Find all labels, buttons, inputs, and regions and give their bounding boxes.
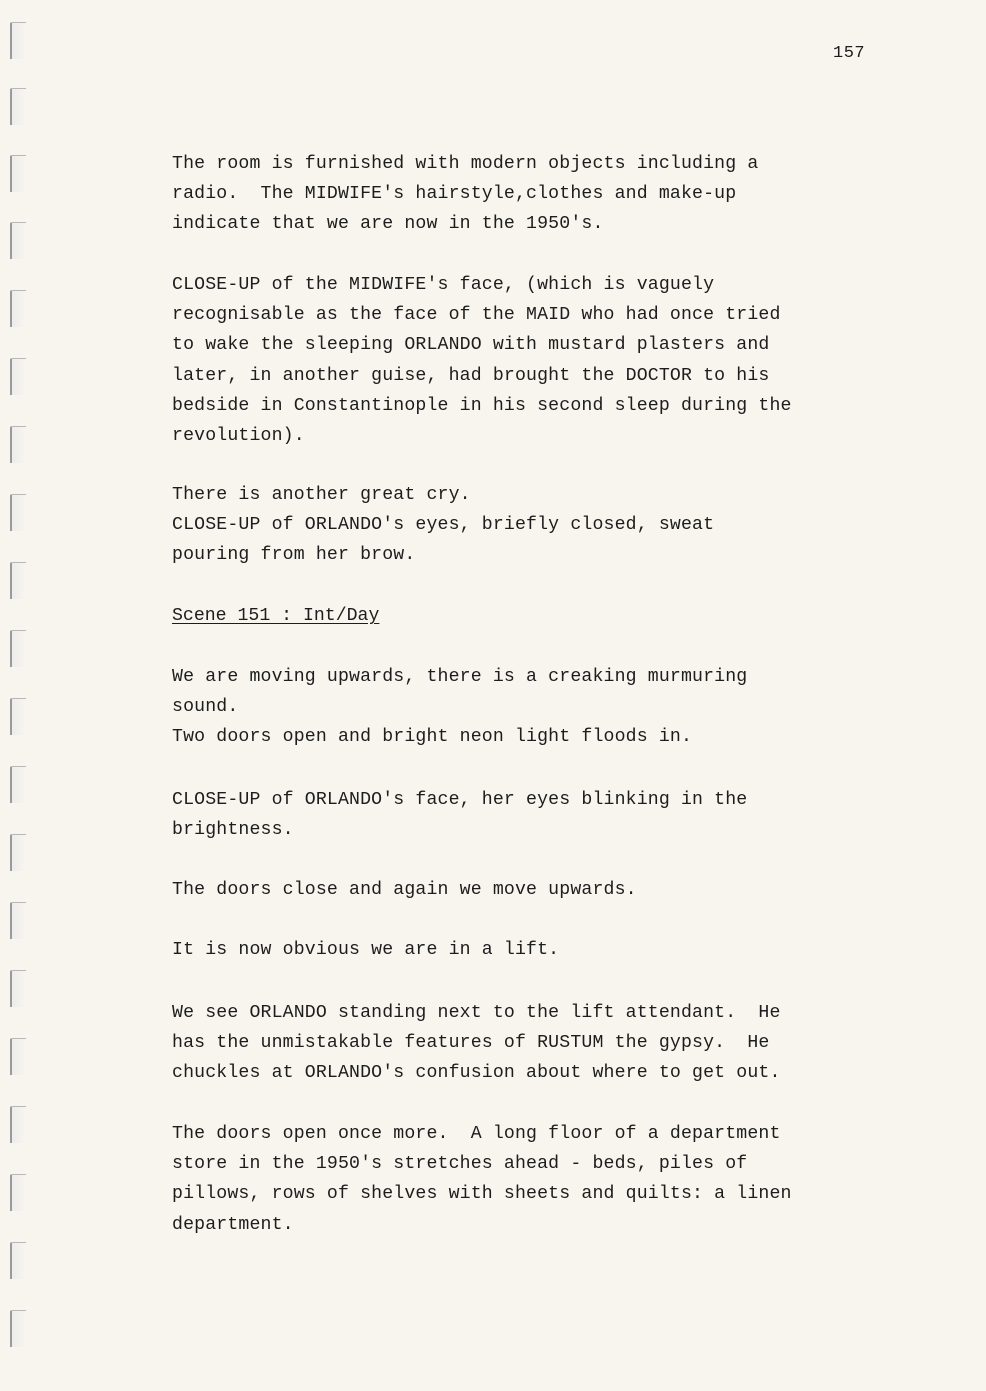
binder-hole bbox=[10, 970, 26, 1007]
binder-hole bbox=[10, 155, 26, 192]
binder-hole bbox=[10, 290, 26, 327]
binder-hole bbox=[10, 88, 26, 125]
paragraph-great-cry: There is another great cry. CLOSE-UP of ORLANDO's eyes, briefly closed, sweat pouring from her brow. bbox=[172, 485, 715, 566]
paragraph-doors-close: The doors close and again we move upwards. bbox=[172, 880, 637, 900]
binder-hole bbox=[10, 494, 26, 531]
paragraph-department-store: The doors open once more. A long floor of a department store in the 1950's stretches ahead - beds, piles of pillows, rows of shelves with sheets and quilts: a linen department. bbox=[172, 1124, 792, 1235]
binder-hole bbox=[10, 834, 26, 871]
binder-hole bbox=[10, 22, 26, 59]
binder-hole bbox=[10, 1242, 26, 1279]
paragraph-orlando-face: CLOSE-UP of ORLANDO's face, her eyes blinking in the brightness. bbox=[172, 790, 748, 841]
binder-hole bbox=[10, 562, 26, 599]
binder-hole bbox=[10, 698, 26, 735]
binder-hole bbox=[10, 1310, 26, 1347]
binder-holes bbox=[0, 0, 40, 1391]
binder-hole bbox=[10, 630, 26, 667]
binder-hole bbox=[10, 426, 26, 463]
scene-heading: Scene 151 : Int/Day bbox=[172, 606, 380, 626]
binder-hole bbox=[10, 1106, 26, 1143]
binder-hole bbox=[10, 358, 26, 395]
paragraph-in-a-lift: It is now obvious we are in a lift. bbox=[172, 940, 560, 960]
paragraph-room-description: The room is furnished with modern objects including a radio. The MIDWIFE's hairstyle,clothes and make-up indicate that we are now in the 1950's. bbox=[172, 154, 759, 235]
binder-hole bbox=[10, 902, 26, 939]
binder-hole bbox=[10, 1038, 26, 1075]
paragraph-midwife-closeup: CLOSE-UP of the MIDWIFE's face, (which is vaguely recognisable as the face of the MAID who had once tried to wake the sleeping ORLANDO with mustard plasters and later, in another guise, had brought the DOCTOR to his bedside in Constantinople in his second sleep during the revolution). bbox=[172, 275, 792, 447]
binder-hole bbox=[10, 222, 26, 259]
binder-hole bbox=[10, 766, 26, 803]
paragraph-moving-upwards: We are moving upwards, there is a creaking murmuring sound. Two doors open and bright neon light floods in. bbox=[172, 667, 748, 748]
page-number: 157 bbox=[833, 44, 866, 63]
paragraph-lift-attendant: We see ORLANDO standing next to the lift attendant. He has the unmistakable features of RUSTUM the gypsy. He chuckles at ORLANDO's confusion about where to get out. bbox=[172, 1003, 781, 1084]
binder-hole bbox=[10, 1174, 26, 1211]
